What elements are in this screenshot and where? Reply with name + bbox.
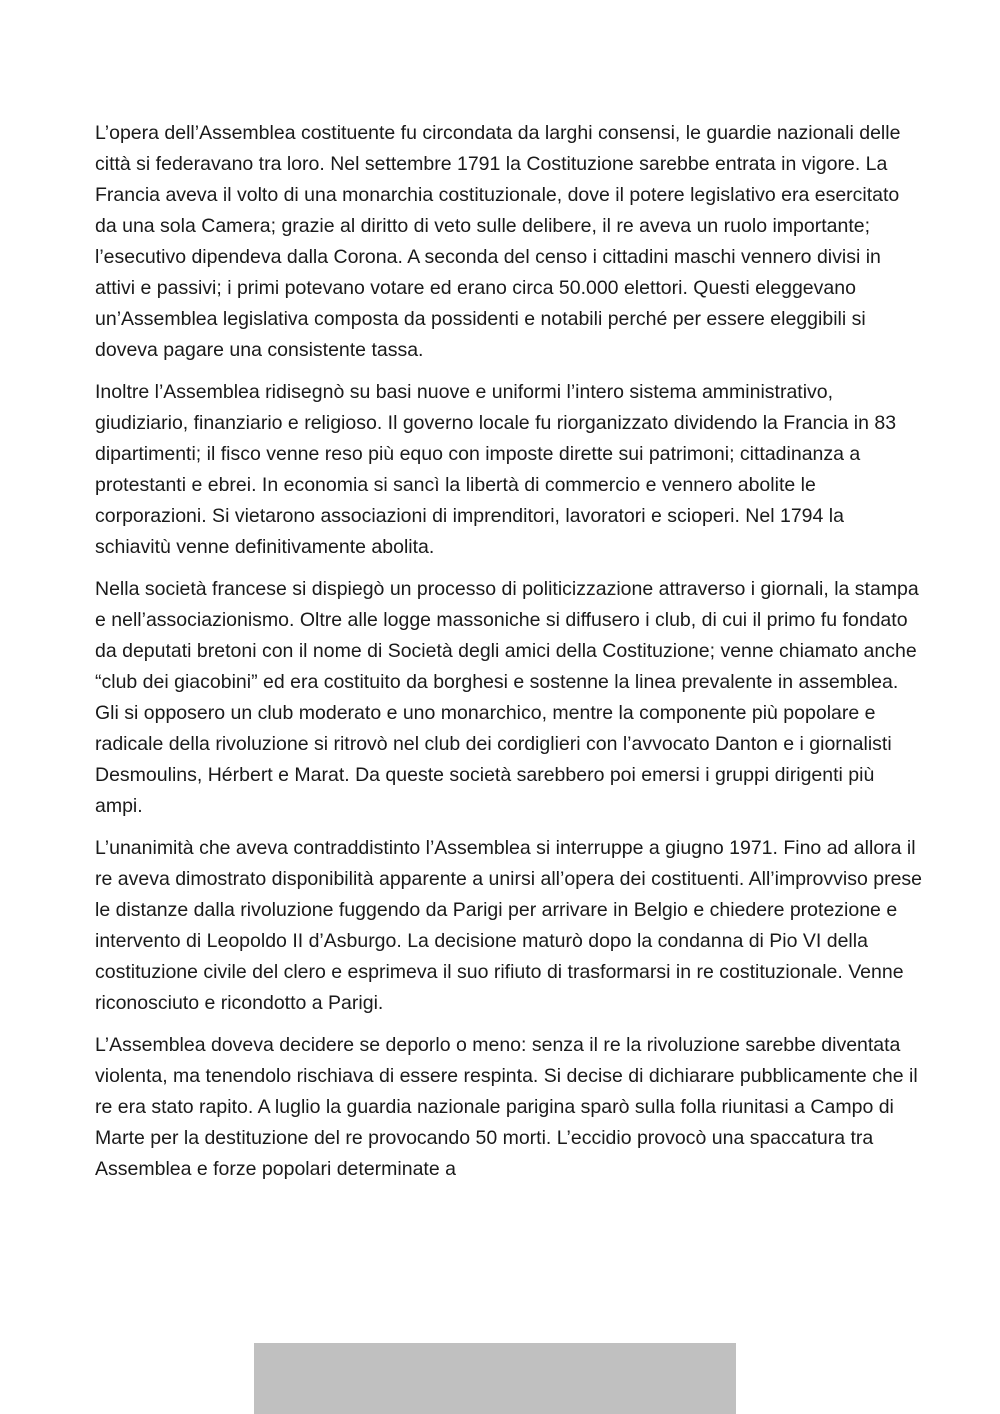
- paragraph-campo-di-marte: L’Assemblea doveva decidere se deporlo o meno: senza il re la rivoluzione sarebbe diventata violenta, ma tenendolo rischiava di essere respinta. Si decise di dichiarare pubblicamente che il re era stato rapito. A luglio la guardia nazionale parigina sparò sulla folla riunitasi a Campo di Marte per la destituzione del re provocando 50 morti. L’eccidio provocò una spaccatura tra Assemblea e forze popolari determinate a: [95, 1034, 918, 1180]
- paragraph-riforme-amministrative: Inoltre l’Assemblea ridisegnò su basi nuove e uniformi l’intero sistema amministrativo, giudiziario, finanziario e religioso. Il governo locale fu riorganizzato dividendo la Francia in 83 dipartimenti; il fisco venne reso più equo con imposte dirette sui patrimoni; cittadinanza a protestanti e ebrei. In economia si sancì la libertà di commercio e vennero abolite le corporazioni. Si vietarono associazioni di imprenditori, lavoratori e scioperi. Nel 1794 la schiavitù venne definitivamente abolita.: [95, 381, 897, 558]
- document-body: [95, 118, 925, 1196]
- footer-gray-block: [254, 1343, 736, 1414]
- paragraph-club-politici: Nella società francese si dispiegò un processo di politicizzazione attraverso i giornali, la stampa e nell’associazionismo. Oltre alle logge massoniche si diffusero i club, di cui il primo fu fondato da deputati bretoni con il nome di Società degli amici della Costituzione; venne chiamato anche “club dei giacobini” ed era costituito da borghesi e sostenne la linea prevalente in assemblea. Gli si opposero un club moderato e uno monarchico, mentre la componente più popolare e radicale della rivoluzione si ritrovò nel club dei cordiglieri con l’avvocato Danton e i giornalisti Desmoulins, Hérbert e Marat. Da queste società sarebbero poi emersi i gruppi dirigenti più ampi.: [95, 578, 919, 817]
- paragraph-fuga-del-re: L’unanimità che aveva contraddistinto l’Assemblea si interruppe a giugno 1971. Fino ad allora il re aveva dimostrato disponibilità apparente a unirsi all’opera dei costituenti. All’improvviso prese le distanze dalla rivoluzione fuggendo da Parigi per arrivare in Belgio e chiedere protezione e intervento di Leopoldo II d’Asburgo. La decisione maturò dopo la condanna di Pio VI della costituzione civile del clero e esprimeva il suo rifiuto di trasformarsi in re costituzionale. Venne riconosciuto e ricondotto a Parigi.: [95, 837, 923, 1014]
- paragraph-costituzione-1791: L’opera dell’Assemblea costituente fu circondata da larghi consensi, le guardie nazionali delle città si federavano tra loro. Nel settembre 1791 la Costituzione sarebbe entrata in vigore. La Francia aveva il volto di una monarchia costituzionale, dove il potere legislativo era esercitato da una sola Camera; grazie al diritto di veto sulle delibere, il re aveva un ruolo importante; l’esecutivo dipendeva dalla Corona. A seconda del censo i cittadini maschi vennero divisi in attivi e passivi; i primi potevano votare ed erano circa 50.000 elettori. Questi eleggevano un’Assemblea legislativa composta da possidenti e notabili perché per essere eleggibili si doveva pagare una consistente tassa.: [95, 122, 901, 361]
